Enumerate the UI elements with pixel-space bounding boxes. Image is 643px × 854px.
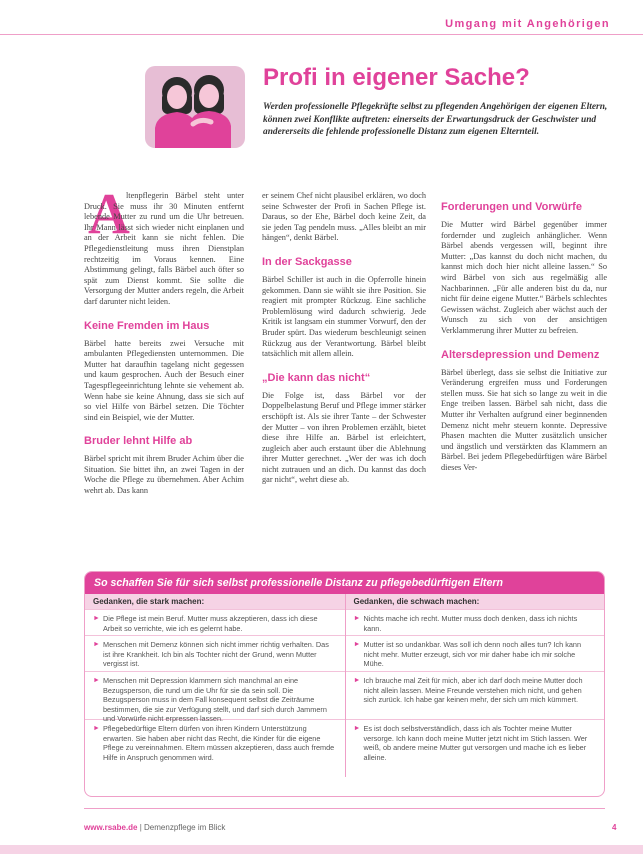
tips-infobox: [84, 571, 605, 797]
list-item: ► Mutter ist so undankbar. Was soll ich denn noch alles tun? Ich kann nicht mehr. Mutter erzeugt, sich vor mir daher habe ich mir solche Mühe.: [346, 635, 605, 671]
list-item: ► Die Pflege ist mein Beruf. Mutter muss akzeptieren, dass ich diese Arbeit so verrichte, wie ich es gelernt habe.: [85, 609, 345, 635]
two-women-icon: [145, 66, 245, 148]
page-edge: [0, 845, 643, 854]
article-column-2: [262, 191, 426, 486]
drop-cap: A: [88, 181, 130, 246]
arrow-icon: ►: [93, 725, 100, 732]
heading-altersdepression: Altersdepression und Demenz: [441, 348, 600, 361]
list-item: ► Menschen mit Demenz können sich nicht immer richtig verhalten. Das ist ihre Krankheit. Ich bin als Tochter nicht der Grund, wenn Mutter vergisst ist.: [85, 635, 345, 671]
article-column-3: [441, 191, 607, 473]
footer: [84, 823, 225, 832]
lead-paragraph: Werden professionelle Pflegekräfte selbst zu pflegenden Angehörigen der eigenen Eltern, können zwei Konflikte auftreten: einerseits der Erwartungsdruck der Geschwister und andererseits die fehlende professionelle Distanz zum eigenen Elternteil.: [263, 102, 608, 138]
heading-sackgasse: In der Sackgasse: [262, 255, 352, 268]
weak-thoughts-column: [345, 594, 605, 777]
arrow-icon: ►: [93, 641, 100, 648]
list-item: ► Pflegebedürftige Eltern dürfen von ihren Kindern Unterstützung erwarten. Sie haben aber nicht das Recht, die Kinder für die eigene Pflege zu vereinnahmen. Eltern müssen akzeptieren, dass auch fremde Hilfe in Anspruch genommen wird.: [85, 719, 345, 777]
page-number: 4: [612, 823, 617, 832]
footer-url[interactable]: www.rsabe.de: [84, 823, 138, 832]
arrow-icon: ►: [353, 725, 361, 732]
strong-thoughts-header: Gedanken, die stark machen:: [85, 594, 345, 609]
paragraph: Bärbel überlegt, dass sie selbst die Initiative zur Veränderung ergreifen muss und Forderungen stellen muss. Sie hat sich so lange zu weit in die Enge treiben lassen. Bärbel sah nicht, dass die Mutter ihr Verhalten aufgrund einer beginnenden Demenz nicht mehr steuern konnte. Depressive Phasen machten die Mutter zusätzlich unsicher und ängstlich und verstärkten das Klammern an Bärbel. Bei jedem Pflegebedürftigen wäre Bärbel dieses Ver-: [441, 367, 607, 472]
arrow-icon: ►: [93, 677, 100, 684]
section-label: Umgang mit Angehörigen: [445, 18, 610, 30]
article-column-1: [84, 191, 244, 497]
list-item: ► Ich brauche mal Zeit für mich, aber ich darf doch meine Mutter doch nicht allein lassen. Meine Freunde verstehen mich nicht, und gehen sich zurück. Ich habe gar keinen mehr, der sich um mich kümmert.: [346, 671, 605, 719]
header-rule: [0, 34, 643, 35]
paragraph: Die Mutter wird Bärbel gegenüber immer fordernder und zugleich anhänglicher. Wenn Bärbel abends vergessen will, beginnt ihre Mutter: „Das kannst du doch nicht machen, du kannst mich doch hier nicht alleine lassen.“ So wird Bärbel von sich aus regelmäßig alle Nachbarinnen. „Für alle anderen bist du da, nur nicht für deine eigene Mutter.“ Bärbels schlechtes Gewissen wächst. Zugleich aber wächst auch der Wunsch zu sich von der ansichtigen Verklammerung ihrer Mutter zu befreien.: [441, 220, 607, 335]
arrow-icon: ►: [93, 615, 100, 622]
footer-publication: | Demenzpflege im Blick: [137, 823, 226, 832]
arrow-icon: ►: [353, 615, 361, 622]
list-item: ► Menschen mit Depression klammern sich manchmal an eine Bezugsperson, die rund um die Uhr für sie da sein soll. Die Bezugsperson muss in dem Fall konsequent selbst die Zeiträume bestimmen, die sie zur Verfügung stellt, und darf sich durch Jammern und Vorwürfe nicht erpressen lassen.: [85, 671, 345, 719]
paragraph: Bärbel hatte bereits zwei Versuche mit ambulanten Pflegediensten unternommen. Die Mutter hat daraufhin tagelang nicht gegessen und kaum gesprochen. Auch der Besuch einer Tagespflegeeinrichtung lehnte sie vehement ab. Wenn habe sie keine Ahnung, dass sie sich auf so viel Hilfe von Bärbel setzen. Die Töchter sind ein Beispiel, wie der Mutter.: [84, 338, 244, 422]
list-item: ► Nichts mache ich recht. Mutter muss doch denken, dass ich nichts kann.: [346, 609, 605, 635]
infobox-title: So schaffen Sie für sich selbst professionelle Distanz zu pflegebedürftigen Eltern: [85, 572, 604, 594]
paragraph: er seinem Chef nicht plausibel erklären, wo doch seine Schwester der Profi in Sachen Pflege ist. Daraus, so der Ehe, Bärbel doch keine Zeit, da sie jeden Tag pendeln muss. „Alles bleibt an mir hängen“, denkt Bärbel.: [262, 191, 426, 243]
paragraph: Die Folge ist, dass Bärbel vor der Doppelbelastung Beruf und Pflege immer stärker erschöpft ist. Als sie ihrer Tante – der Schwester der Mutter – von ihren Problemen erzählt, bietet diese ihre Hilfe an. Bärbel ist erleichtert, zugleich aber auch erstaunt über die Ablehnung ihrer Mutter gerechnet. „Wer der was ich doch nicht zutrauen und an dich. Du kannst das doch gar nicht“, wehrt diese ab.: [262, 390, 426, 485]
paragraph: Bärbel Schiller ist auch in die Opferrolle hinein gekommen. Dann sie wählt sie ihre Position. Sie reagiert mit prompter Rückzug. Eine sachliche Problemlösung wird dadurch schwierig. Jede Kritik ist langsam ein stummer Vorwurf, den der Bruder spürt. Das wiederum beschleunigt seinen Rückzug aus der Verantwortung. Bärbel bleibt tatsächlich mit allem allein.: [262, 274, 426, 359]
intro-paragraph: ltenpflegerin Bärbel steht unter Druck. Sie muss ihr 30 Minuten entfernt lebende Mutter zu rund um die Uhr betreuen. Ihr Mann lässt sich wieder nicht einplanen und an der Arbeit kann sie nicht fehlen. Die Pflegedienstleitung muss ihren Dienstplan rechtzeitig im Voraus kennen. Eine Abstimmung gelingt, falls Bärbel auch öfter so spät zum Dienst kommt. Sie sollte die Versorgung der Mutter anders regeln, die Arbeit darf darunter nicht leiden.: [84, 191, 244, 306]
paragraph: Bärbel spricht mit ihrem Bruder Achim über die Situation. Sie bittet ihn, an zwei Tagen in der Woche die Pflege zu übernehmen. Aber Achim wehrt ab. Das kann: [84, 454, 244, 496]
page-title: Profi in eigener Sache?: [263, 64, 530, 91]
strong-thoughts-column: [85, 594, 345, 777]
heading-keine-fremden: Keine Fremden im Haus: [84, 319, 210, 332]
footer-rule: [84, 808, 605, 809]
list-item: ► Es ist doch selbstverständlich, dass ich als Tochter meine Mutter versorge. Ich kann doch meine Mutter jetzt nicht im Stich lassen. Wer weiß, ob andere meine Mutter gut versorgen und mache ich es lieber alleine.: [346, 719, 605, 777]
weak-thoughts-header: Gedanken, die schwach machen:: [346, 594, 605, 609]
arrow-icon: ►: [353, 641, 361, 648]
heading-bruder: Bruder lehnt Hilfe ab: [84, 435, 193, 448]
heading-die-kann-das-nicht: „Die kann das nicht“: [262, 371, 371, 384]
heading-forderungen: Forderungen und Vorwürfe: [441, 201, 582, 213]
arrow-icon: ►: [353, 677, 361, 684]
